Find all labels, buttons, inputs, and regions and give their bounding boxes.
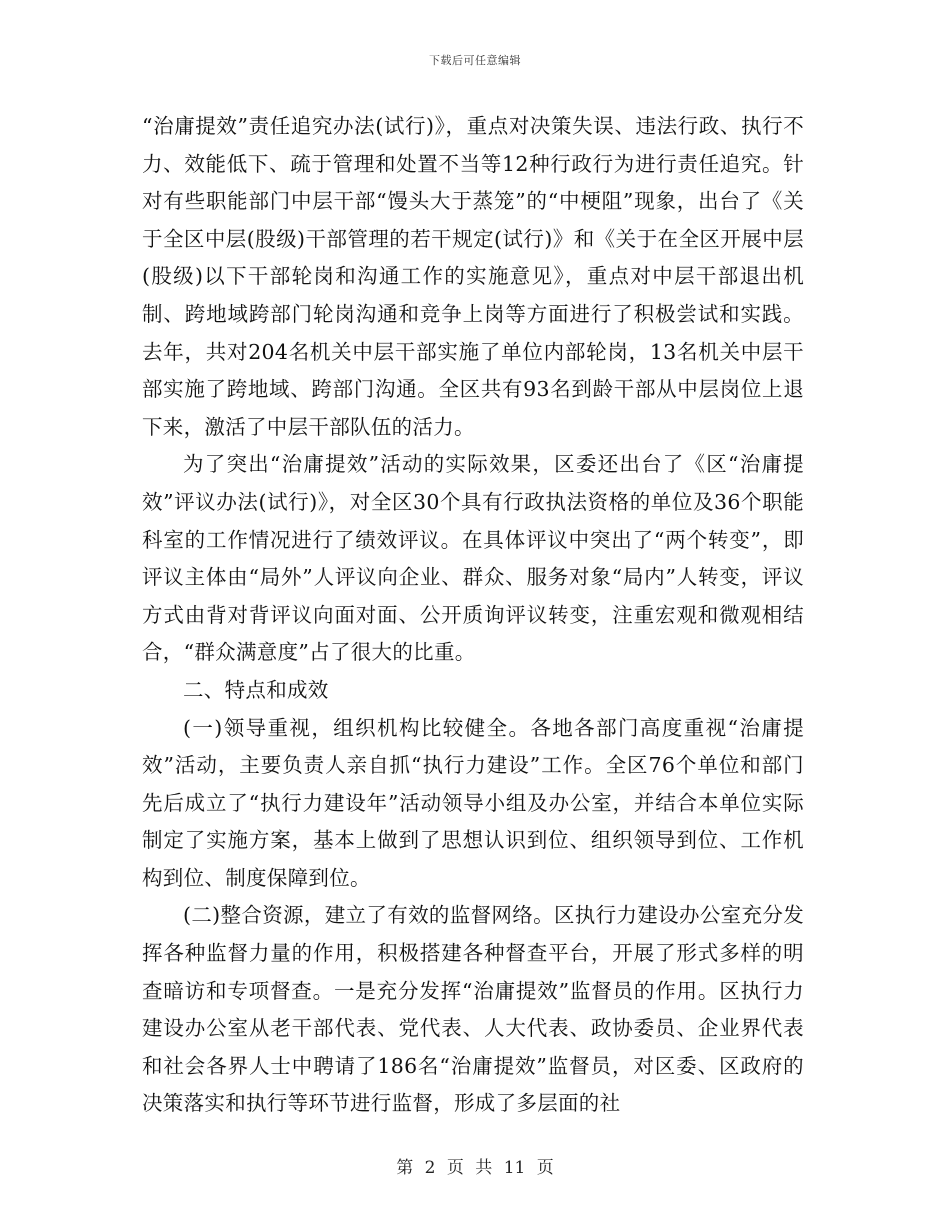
paragraph-1: “治庸提效”责任追究办法(试行)》，重点对决策失误、违法行政、执行不力、效能低下、疏于管理和处置不当等12种行政行为进行责任追究。针对有些职能部门中层干部“馒头大于蒸笼”的“中梗阻”现象，出台了《关于全区中层(股级)干部管理的若干规定(试行)》和《关于在全区开展中层(股级)以下干部轮岗和沟通工作的实施意见》，重点对中层干部退出机制、跨地域跨部门轮岗沟通和竞争上岗等方面进行了积极尝试和实践。去年，共对204名机关中层干部实施了单位内部轮岗，13名机关中层干部实施了跨地域、跨部门沟通。全区共有93名到龄干部从中层岗位上退下来，激活了中层干部队伍的活力。 bbox=[142, 114, 804, 439]
page-header-note: 下载后可任意编辑 bbox=[429, 54, 521, 67]
paragraph-2: 为了突出“治庸提效”活动的实际效果，区委还出台了《区“治庸提效”评议办法(试行)》，对全区30个具有行政执法资格的单位及36个职能科室的工作情况进行了绩效评议。在具体评议中突出了“两个转变”，即评议主体由“局外”人评议向企业、群众、服务对象“局内”人转变，评议方式由背对背评议向面对面、公开质询评议转变，注重宏观和微观相结合，“群众满意度”占了很大的比重。 bbox=[142, 452, 804, 665]
paragraph-4: (二)整合资源，建立了有效的监督网络。区执行力建设办公室充分发挥各种监督力量的作用，积极搭建各种督查平台，开展了形式多样的明查暗访和专项督查。一是充分发挥“治庸提效”监督员的作用。区执行力建设办公室从老干部代表、党代表、人大代表、政协委员、企业界代表和社会各界人士中聘请了186名“治庸提效”监督员，对区委、区政府的决策落实和执行等环节进行监督，形成了多层面的社 bbox=[142, 903, 804, 1116]
document-body bbox=[142, 108, 804, 1123]
section-heading: 二、特点和成效 bbox=[183, 677, 329, 702]
page-number: 第 2 页 共 11 页 bbox=[396, 1158, 554, 1178]
paragraph-3: (一)领导重视，组织机构比较健全。各地各部门高度重视“治庸提效”活动，主要负责人亲自抓“执行力建设”工作。全区76个单位和部门先后成立了“执行力建设年”活动领导小组及办公室，并结合本单位实际制定了实施方案，基本上做到了思想认识到位、组织领导到位、工作机构到位、制度保障到位。 bbox=[142, 715, 804, 890]
